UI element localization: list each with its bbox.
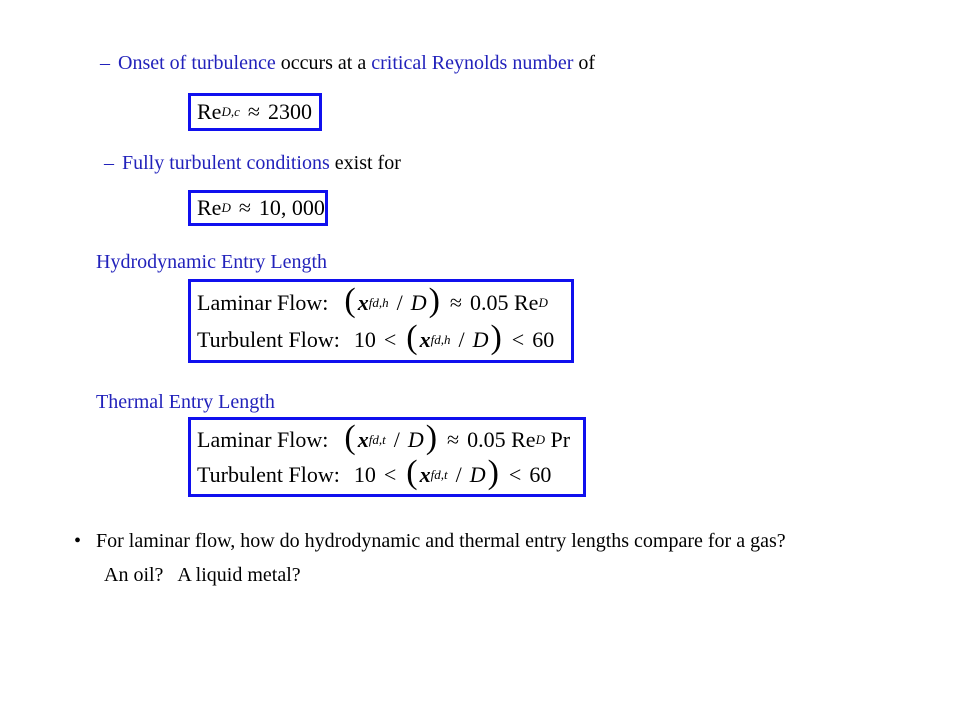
fully-turbulent-line <box>104 152 401 175</box>
approx-symbol: ≈ <box>247 99 260 124</box>
less-than-symbol: < <box>383 461 397 487</box>
x-symbol: x <box>419 461 431 487</box>
thermal-entry-equations <box>188 417 586 497</box>
thermal-laminar-row: Laminar Flow: ( x fd,t / D ) ≈ 0.05 Re D Pr <box>197 418 571 456</box>
less-than-symbol: < <box>511 326 525 352</box>
onset-of-turbulence-line <box>100 52 595 75</box>
question-line-1 <box>74 530 786 553</box>
open-paren: ( <box>344 281 356 319</box>
less-than-symbol: < <box>383 326 397 352</box>
critical-reynolds-highlight: critical Reynolds number <box>371 52 574 74</box>
critical-reynolds-equation: Re D,c ≈ 2300 <box>188 93 322 131</box>
approx-symbol: ≈ <box>447 426 460 452</box>
divide-symbol: / <box>393 426 400 452</box>
open-paren: ( <box>344 418 356 456</box>
turbulent-flow-label: Turbulent Flow: <box>197 461 340 487</box>
open-paren: ( <box>406 453 418 491</box>
close-paren: ) <box>487 453 499 491</box>
re-symbol: Re <box>514 289 539 315</box>
dash-marker: – <box>104 152 114 174</box>
onset-mid-text: occurs at a <box>275 52 372 74</box>
divide-symbol: / <box>458 326 465 352</box>
coefficient: 0.05 <box>467 426 506 452</box>
turbulent-flow-label: Turbulent Flow: <box>197 326 340 352</box>
laminar-flow-label: Laminar Flow: <box>197 289 329 315</box>
question-text: For laminar flow, how do hydrodynamic and thermal entry lengths compare for a gas? <box>96 530 786 552</box>
divide-symbol: / <box>455 461 462 487</box>
divide-symbol: / <box>396 289 403 315</box>
close-paren: ) <box>428 281 440 319</box>
hydro-turbulent-row: Turbulent Flow: 10 < ( x fd,h / D ) < 60 <box>197 318 555 356</box>
onset-end-text: of <box>573 52 596 74</box>
laminar-flow-label: Laminar Flow: <box>197 426 329 452</box>
dash-marker: – <box>100 52 110 74</box>
close-paren: ) <box>425 418 438 456</box>
hydrodynamic-entry-equations <box>188 279 574 363</box>
lower-bound: 10 <box>353 461 376 487</box>
approx-symbol: ≈ <box>238 195 251 220</box>
coefficient: 0.05 <box>470 289 509 315</box>
fully-turbulent-value: 10, 000 <box>258 195 325 220</box>
d-symbol: D <box>407 426 424 452</box>
thermal-entry-length-heading: Thermal Entry Length <box>96 391 275 413</box>
approx-symbol: ≈ <box>449 289 462 315</box>
hydro-laminar-row: Laminar Flow: ( x fd,h / D ) ≈ 0.05 Re D <box>197 281 548 319</box>
fully-turbulent-highlight: Fully turbulent conditions <box>122 152 330 174</box>
bullet-marker: • <box>74 530 82 552</box>
close-paren: ) <box>490 318 502 356</box>
hydrodynamic-entry-length-heading: Hydrodynamic Entry Length <box>96 251 328 273</box>
re-symbol: Re <box>511 426 536 452</box>
re-symbol: Re <box>197 195 222 220</box>
thermal-turbulent-row: Turbulent Flow: 10 < ( x fd,t / D ) < 60 <box>197 453 552 491</box>
lower-bound: 10 <box>353 326 376 352</box>
x-symbol: x <box>357 289 369 315</box>
d-symbol: D <box>410 289 427 315</box>
upper-bound: 60 <box>529 461 552 487</box>
less-than-symbol: < <box>508 461 522 487</box>
d-symbol: D <box>469 461 486 487</box>
re-symbol: Re <box>197 99 222 124</box>
onset-highlight: Onset of turbulence <box>118 52 276 74</box>
question-line-2: An oil? A liquid metal? <box>104 564 301 586</box>
x-symbol: x <box>419 326 431 352</box>
d-symbol: D <box>472 326 489 352</box>
x-symbol: x <box>357 426 369 452</box>
fully-turbulent-equation: Re D ≈ 10, 000 <box>188 190 328 226</box>
critical-value: 2300 <box>267 99 312 124</box>
pr-symbol: Pr <box>550 426 571 452</box>
open-paren: ( <box>406 318 418 356</box>
fully-end-text: exist for <box>329 152 401 174</box>
upper-bound: 60 <box>532 326 555 352</box>
